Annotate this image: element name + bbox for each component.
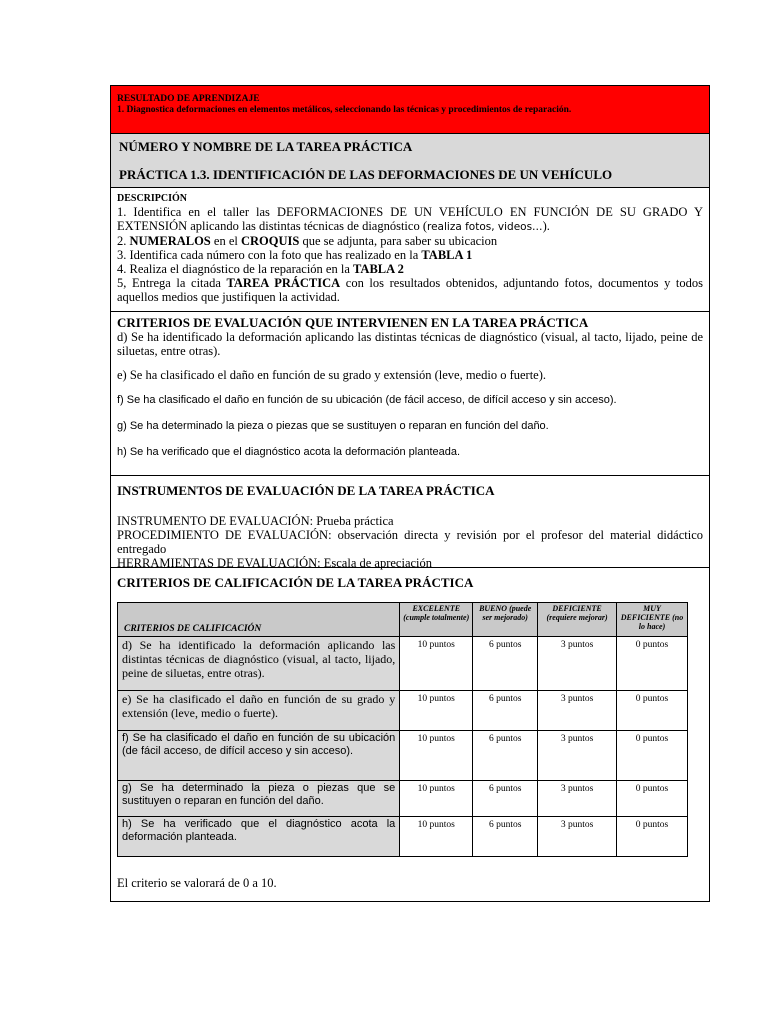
learning-result-section	[111, 86, 709, 133]
col-header-excelente: EXCELENTE (cumple totalmente)	[400, 603, 473, 637]
row-label: h) Se ha verificado que el diagnóstico acota la deformación planteada.	[118, 817, 400, 857]
grading-heading: CRITERIOS DE CALIFICACIÓN DE LA TAREA PRÁCTICA	[117, 575, 474, 590]
criterion-f: f) Se ha clasificado el daño en función de su ubicación (de fácil acceso, de difícil acceso y sin acceso).	[117, 394, 617, 406]
points-excelente: 10 puntos	[400, 691, 473, 731]
task-title: PRÁCTICA 1.3. IDENTIFICACIÓN DE LAS DEFORMACIONES DE UN VEHÍCULO	[119, 167, 613, 182]
task-name-section	[111, 133, 709, 187]
criterion-h: h) Se ha verificado que el diagnóstico acota la deformación planteada.	[117, 446, 461, 458]
row-label: g) Se ha determinado la pieza o piezas que se sustituyen o reparan en función del daño.	[118, 781, 400, 817]
procedure-line: PROCEDIMIENTO DE EVALUACIÓN: observación directa y revisión por el profesor del material didáctico entregado	[117, 528, 703, 556]
task-sheet	[110, 85, 710, 902]
grading-footer: El criterio se valorará de 0 a 10.	[117, 876, 277, 890]
description-item-5	[117, 276, 703, 304]
points-muy-deficiente: 0 puntos	[617, 691, 688, 731]
col-header-muy-deficiente: MUY DEFICIENTE (no lo hace)	[617, 603, 688, 637]
points-muy-deficiente: 0 puntos	[617, 637, 688, 691]
points-excelente: 10 puntos	[400, 781, 473, 817]
description-item-1-end: ).	[542, 219, 550, 233]
points-deficiente: 3 puntos	[538, 817, 617, 857]
points-excelente: 10 puntos	[400, 817, 473, 857]
description-item-1-text: 1. Identifica en el taller las DEFORMACIONES DE UN VEHÍCULO EN FUNCIÓN DE SU GRADO Y EXTENSIÓN aplicando las distintas técnicas de diagnóstico (	[117, 205, 703, 233]
learning-result-heading: RESULTADO DE APRENDIZAJE	[117, 94, 260, 104]
col-header-criteria: CRITERIOS DE CALIFICACIÓN	[118, 603, 400, 637]
row-label: f) Se ha clasificado el daño en función de su ubicación (de fácil acceso, de difícil acceso y sin acceso).	[118, 731, 400, 781]
description-item-1-handwritten: realiza fotos, videos…	[427, 221, 543, 233]
description-item-2-text-2: que se adjunta, para saber su ubicacion	[299, 234, 498, 248]
description-item-5-text-2: con los resultados obtenidos, adjuntando fotos, documentos y todos aquellos medios que justifiquen la actividad.	[117, 276, 704, 304]
table-row	[118, 637, 688, 691]
points-bueno: 6 puntos	[473, 691, 538, 731]
points-muy-deficiente: 0 puntos	[617, 731, 688, 781]
points-excelente: 10 puntos	[400, 637, 473, 691]
criterion-e: e) Se ha clasificado el daño en función de su grado y extensión (leve, medio o fuerte).	[117, 368, 547, 382]
grading-table	[117, 602, 688, 857]
row-label: d) Se ha identificado la deformación aplicando las distintas técnicas de diagnóstico (visual, al tacto, lijado, peine de siluetas, entre otras).	[118, 637, 400, 691]
description-label: DESCRIPCIÓN	[117, 193, 188, 204]
description-item-5-bold: TAREA PRÁCTICA	[226, 276, 341, 290]
description-item-5-text: 5, Entrega la citada	[117, 276, 227, 290]
row-label: e) Se ha clasificado el daño en función de su grado y extensión (leve, medio o fuerte).	[118, 691, 400, 731]
description-item-2	[117, 234, 703, 248]
points-deficiente: 3 puntos	[538, 691, 617, 731]
description-item-2-bold-1: NUMERALOS	[129, 234, 211, 248]
points-deficiente: 3 puntos	[538, 781, 617, 817]
table-row	[118, 691, 688, 731]
grading-header-row	[118, 603, 688, 637]
description-item-3	[117, 248, 703, 262]
table-row	[118, 817, 688, 857]
points-muy-deficiente: 0 puntos	[617, 817, 688, 857]
evaluation-criteria-section	[111, 311, 709, 475]
points-excelente: 10 puntos	[400, 731, 473, 781]
points-bueno: 6 puntos	[473, 637, 538, 691]
description-item-4-text: 4. Realiza el diagnóstico de la reparación en la	[117, 262, 354, 276]
task-heading: NÚMERO Y NOMBRE DE LA TAREA PRÁCTICA	[119, 139, 413, 154]
learning-result-text: 1. Diagnostica deformaciones en elementos metálicos, seleccionando las técnicas y procedimientos de reparación.	[117, 105, 572, 115]
description-item-3-bold: TABLA 1	[421, 248, 473, 262]
description-item-2-bold-2: CROQUIS	[240, 234, 300, 248]
instrument-line: INSTRUMENTO DE EVALUACIÓN: Prueba práctica	[117, 514, 394, 528]
tools-line: HERRAMIENTAS DE EVALUACIÓN: Escala de apreciación	[117, 556, 433, 570]
table-row	[118, 731, 688, 781]
points-deficiente: 3 puntos	[538, 637, 617, 691]
description-item-2-num: 2.	[117, 234, 130, 248]
col-header-bueno: BUENO (puede ser mejorado)	[473, 603, 538, 637]
instruments-section	[111, 475, 709, 570]
points-bueno: 6 puntos	[473, 817, 538, 857]
grading-section	[111, 567, 709, 901]
instruments-heading: INSTRUMENTOS DE EVALUACIÓN DE LA TAREA PRÁCTICA	[117, 483, 495, 498]
col-header-deficiente: DEFICIENTE (requiere mejorar)	[538, 603, 617, 637]
points-muy-deficiente: 0 puntos	[617, 781, 688, 817]
description-item-4	[117, 262, 703, 276]
description-section	[111, 187, 709, 311]
criteria-heading: CRITERIOS DE EVALUACIÓN QUE INTERVIENEN EN LA TAREA PRÁCTICA	[117, 315, 589, 330]
criterion-d: d) Se ha identificado la deformación aplicando las distintas técnicas de diagnóstico (visual, al tacto, lijado, peine de siluetas, entre otras).	[117, 330, 703, 358]
criterion-g: g) Se ha determinado la pieza o piezas que se sustituyen o reparan en función del daño.	[117, 420, 549, 432]
points-deficiente: 3 puntos	[538, 731, 617, 781]
description-item-2-text-1: en el	[210, 234, 241, 248]
description-item-1	[117, 205, 703, 234]
description-item-4-bold: TABLA 2	[353, 262, 404, 276]
table-row	[118, 781, 688, 817]
description-item-3-text: 3. Identifica cada número con la foto que has realizado en la	[117, 248, 422, 262]
points-bueno: 6 puntos	[473, 781, 538, 817]
points-bueno: 6 puntos	[473, 731, 538, 781]
